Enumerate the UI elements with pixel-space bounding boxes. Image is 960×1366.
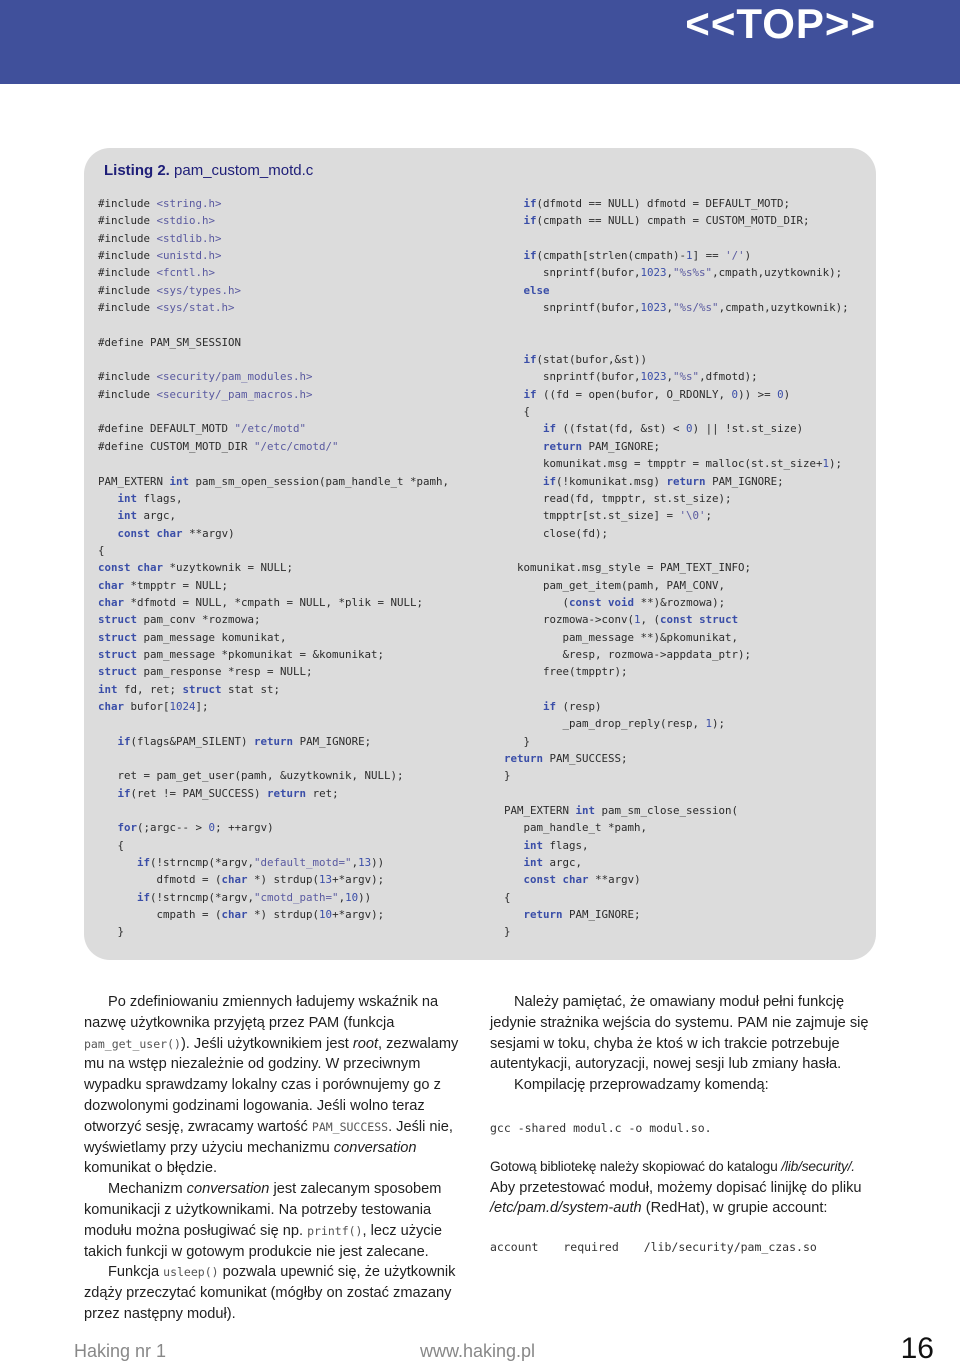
article-column-left bbox=[84, 992, 470, 1325]
footer-url[interactable]: www.haking.pl bbox=[420, 1341, 536, 1361]
code-line: #include <unistd.h> bbox=[98, 249, 222, 263]
code-line: _pam_drop_reply(resp, 1); bbox=[504, 717, 726, 731]
code-line: komunikat.msg = tmpptr = malloc(st.st_size+1); bbox=[504, 457, 843, 471]
code-column-right bbox=[504, 195, 849, 941]
code-line: for(;argc-- > 0; ++argv) bbox=[117, 821, 274, 835]
code-line: if(cmpath[strlen(cmpath)-1] == '/') bbox=[523, 249, 752, 263]
top-link[interactable]: <<TOP>> bbox=[685, 0, 876, 47]
code-line: snprintf(bufor,1023,"%s/%s",cmpath,uzytkownik); bbox=[504, 301, 849, 315]
code-line bbox=[98, 715, 449, 732]
code-line: #define DEFAULT_MOTD "/etc/motd" bbox=[98, 422, 307, 436]
inline-code: usleep() bbox=[163, 1265, 219, 1280]
listing-filename: pam_custom_motd.c bbox=[174, 162, 314, 179]
footer-issue: Haking nr 1 bbox=[74, 1341, 167, 1361]
paragraph bbox=[84, 1179, 470, 1262]
code-line bbox=[504, 334, 849, 351]
inline-code: pam_get_user() bbox=[84, 1036, 181, 1051]
code-line bbox=[98, 316, 449, 333]
code-line: if(stat(bufor,&st)) bbox=[523, 353, 648, 367]
code-line: #include <sys/stat.h> bbox=[98, 301, 235, 315]
header-bar bbox=[0, 0, 960, 84]
text-run: komunikat o błędzie. bbox=[84, 1160, 218, 1177]
code-line: tmpptr[st.st_size] = '\0'; bbox=[504, 509, 713, 523]
code-line: { bbox=[98, 838, 125, 852]
code-line: char bufor[1024]; bbox=[98, 699, 209, 713]
inline-code: printf() bbox=[307, 1223, 363, 1238]
code-line: snprintf(bufor,1023,"%s%s",cmpath,uzytkownik); bbox=[504, 266, 843, 280]
code-line: if(ret != PAM_SUCCESS) return ret; bbox=[117, 786, 339, 800]
code-line: #include <sys/types.h> bbox=[98, 283, 242, 297]
code-line bbox=[98, 750, 449, 767]
code-line bbox=[504, 542, 849, 559]
code-line: return PAM_SUCCESS; bbox=[504, 752, 628, 765]
code-line: const char **argv) bbox=[117, 526, 235, 540]
code-line: if(!strncmp(*argv,"cmotd_path=",10)) bbox=[137, 890, 372, 904]
code-line: #include <security/pam_modules.h> bbox=[98, 370, 313, 384]
code-line: #define CUSTOM_MOTD_DIR "/etc/cmotd/" bbox=[98, 439, 339, 453]
code-line: #include <stdio.h> bbox=[98, 214, 216, 228]
code-line: char *tmpptr = NULL; bbox=[98, 578, 229, 592]
code-line: #include <security/_pam_macros.h> bbox=[98, 387, 313, 401]
text-run: Mechanizm bbox=[108, 1181, 187, 1198]
code-line: ret = pam_get_user(pamh, &uzytkownik, NULL); bbox=[98, 769, 404, 783]
code-line: struct pam_response *resp = NULL; bbox=[98, 665, 313, 679]
paragraph bbox=[84, 1262, 470, 1324]
code-line: #define PAM_SM_SESSION bbox=[98, 335, 242, 349]
code-line: } bbox=[504, 769, 511, 783]
code-line: { bbox=[504, 890, 511, 904]
code-line: } bbox=[504, 925, 511, 939]
command-line: gcc -shared modul.c -o modul.so. bbox=[490, 1120, 712, 1135]
code-line bbox=[504, 316, 849, 333]
emphasis: conversation bbox=[186, 1181, 270, 1198]
code-line: if(flags&PAM_SILENT) return PAM_IGNORE; bbox=[117, 734, 372, 748]
text-run: . Jeśli nie, wyświetlamy przy użyciu mechanizmu bbox=[84, 1118, 453, 1156]
code-line bbox=[98, 351, 449, 368]
text-run: jest zalecanym sposobem komunikacji z użytkownikami. Na potrzeby testowania modułu można posługiwać się np. bbox=[84, 1181, 442, 1239]
emphasis: root bbox=[352, 1035, 379, 1052]
code-line: int argc, bbox=[117, 509, 177, 523]
code-line: struct pam_message komunikat, bbox=[98, 630, 287, 644]
text-run: , lecz użycie takich funkcji w gotowym produkcie nie jest zalecane. bbox=[84, 1222, 442, 1260]
code-line: pam_handle_t *pamh, bbox=[504, 821, 648, 835]
path-text: /etc/pam.d/system-auth bbox=[490, 1200, 642, 1217]
code-line: } bbox=[504, 734, 531, 748]
code-line: if ((fd = open(bufor, O_RDONLY, 0)) >= 0) bbox=[523, 387, 791, 401]
code-line: snprintf(bufor,1023,"%s",dfmotd); bbox=[504, 370, 758, 384]
code-line: { bbox=[504, 405, 531, 419]
code-line: struct pam_message *pkomunikat = &komunikat; bbox=[98, 647, 385, 661]
code-line: const char *uzytkownik = NULL; bbox=[98, 561, 294, 575]
code-line: const char **argv) bbox=[523, 873, 641, 887]
code-line: PAM_EXTERN int pam_sm_close_session( bbox=[504, 804, 739, 818]
listing-label: Listing 2. bbox=[104, 162, 170, 179]
paragraph bbox=[490, 1157, 876, 1178]
code-line: char *dfmotd = NULL, *cmpath = NULL, *plik = NULL; bbox=[98, 595, 424, 609]
text-run: Funkcja bbox=[108, 1264, 164, 1281]
code-line: } bbox=[98, 925, 125, 939]
code-column-left bbox=[98, 195, 449, 941]
code-line bbox=[504, 230, 849, 247]
text-run: ). Jeśli użytkownikiem jest bbox=[180, 1035, 353, 1052]
code-line: free(tmpptr); bbox=[504, 665, 628, 679]
text-run: pozwala upewnić się, że użytkownik zdąży przeczytać komunikat (mógłby on zostać zmazany przez następny moduł). bbox=[84, 1264, 456, 1322]
code-line bbox=[504, 785, 849, 802]
code-line bbox=[98, 802, 449, 819]
code-line: dfmotd = (char *) strdup(13+*argv); bbox=[98, 873, 385, 887]
code-line: #include <stdlib.h> bbox=[98, 231, 222, 245]
code-line: struct pam_conv *rozmowa; bbox=[98, 613, 261, 627]
code-line: else bbox=[523, 283, 550, 297]
text-run: (RedHat), w grupie account: bbox=[641, 1200, 828, 1217]
code-line: return PAM_IGNORE; bbox=[523, 908, 641, 922]
code-line: if(dfmotd == NULL) dfmotd = DEFAULT_MOTD; bbox=[523, 197, 791, 210]
emphasis: conversation bbox=[333, 1139, 417, 1156]
path-text: /lib/security/. bbox=[781, 1158, 855, 1174]
paragraph: Kompilację przeprowadzamy komendą: bbox=[514, 1077, 769, 1094]
paragraph: Należy pamiętać, że omawiany moduł pełni funkcję jedynie strażnika wejścia do systemu. PAM nie zajmuje się sesjami w toku, chyba że ktoś w ich trakcie potrzebuje autentykacji, autoryzacji, nowej sesji lub zmiany hasła. bbox=[490, 994, 869, 1073]
code-line: &resp, rozmowa->appdata_ptr); bbox=[504, 647, 752, 661]
code-line: PAM_EXTERN int pam_sm_open_session(pam_handle_t *pamh, bbox=[98, 474, 450, 488]
code-line: if(!strncmp(*argv,"default_motd=",13)) bbox=[137, 856, 385, 870]
code-line: { bbox=[98, 543, 105, 557]
code-line bbox=[98, 455, 449, 472]
page-number: 16 bbox=[900, 1332, 934, 1365]
code-line: int flags, bbox=[117, 491, 183, 505]
code-line: int flags, bbox=[523, 838, 589, 852]
paragraph bbox=[84, 992, 470, 1179]
paragraph bbox=[490, 1178, 876, 1220]
code-line: int fd, ret; struct stat st; bbox=[98, 682, 281, 696]
code-line: (const void **)&rozmowa); bbox=[504, 595, 726, 609]
code-line: int argc, bbox=[523, 856, 583, 870]
code-line bbox=[98, 403, 449, 420]
code-line: read(fd, tmpptr, st.st_size); bbox=[504, 491, 732, 505]
article-column-right bbox=[490, 992, 876, 1258]
code-line: if(cmpath == NULL) cmpath = CUSTOM_MOTD_DIR; bbox=[523, 214, 810, 228]
text-run: Aby przetestować moduł, możemy dopisać linijkę do pliku bbox=[490, 1179, 862, 1196]
code-line: pam_get_item(pamh, PAM_CONV, bbox=[504, 578, 726, 592]
text-run: Gotową bibliotekę należy skopiować do katalogu bbox=[490, 1158, 782, 1174]
code-line: if ((fstat(fd, &st) < 0) || !st.st_size) bbox=[543, 422, 804, 436]
code-line: return PAM_IGNORE; bbox=[543, 439, 661, 453]
code-line: #include <fcntl.h> bbox=[98, 266, 216, 280]
text-run: , zezwalamy mu na wstęp niezależnie od godziny. W przeciwnym wypadku sprawdzamy lokalny czas i porównujemy go z dozwolonymi godzinami logowania. Jeśli wolno teraz otworzyć sesję, zwracamy wartość bbox=[84, 1035, 459, 1135]
code-line: if(!komunikat.msg) return PAM_IGNORE; bbox=[543, 474, 784, 488]
code-line: if (resp) bbox=[543, 699, 602, 713]
command-line: account required /lib/security/pam_czas.so bbox=[490, 1240, 817, 1255]
listing-title bbox=[104, 162, 313, 179]
code-line: komunikat.msg_style = PAM_TEXT_INFO; bbox=[504, 561, 752, 575]
code-line: pam_message **)&pkomunikat, bbox=[504, 630, 739, 644]
code-line: close(fd); bbox=[504, 526, 609, 540]
text-run: Po zdefiniowaniu zmiennych ładujemy wskaźnik na nazwę użytkownika przyjętą przez PAM (funkcja bbox=[84, 994, 439, 1031]
code-line: cmpath = (char *) strdup(10+*argv); bbox=[98, 908, 385, 922]
code-line: rozmowa->conv(1, (const struct bbox=[504, 613, 739, 627]
inline-code: PAM_SUCCESS bbox=[311, 1119, 389, 1134]
code-line: #include <string.h> bbox=[98, 197, 222, 210]
code-line bbox=[504, 681, 849, 698]
